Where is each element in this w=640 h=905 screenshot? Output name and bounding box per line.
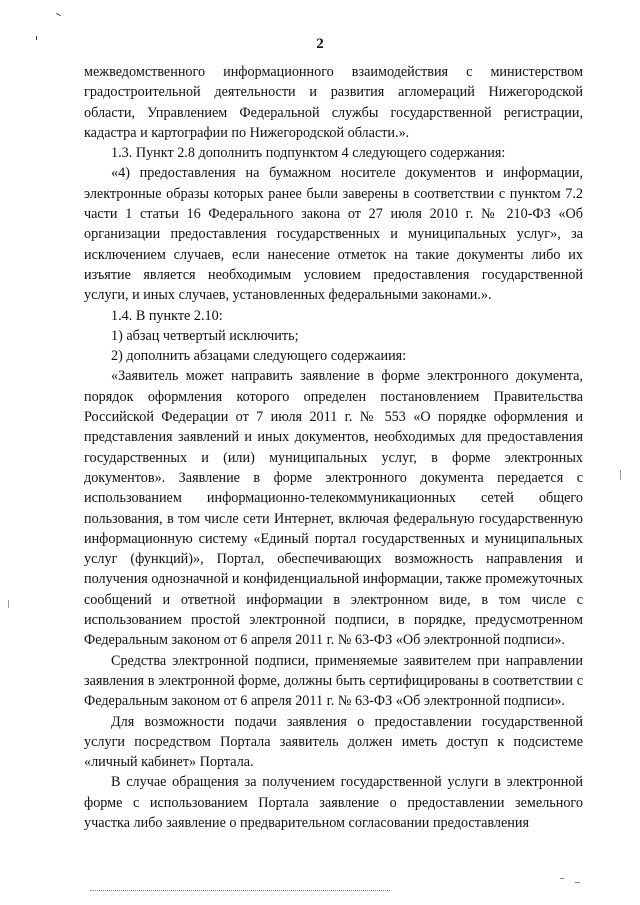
scan-mark — [56, 13, 61, 16]
document-body — [84, 62, 583, 833]
paragraph-5: 1) абзац четвертый исключить; — [111, 327, 299, 344]
paragraph-9: Для возможности подачи заявления о предоставлении государственной услуги посредством Портала заявитель должен иметь доступ к подсистеме «личный кабинет» Портала. — [84, 713, 583, 771]
paragraph-4: 1.4. В пункте 2.10: — [111, 307, 223, 324]
scan-mark — [36, 36, 37, 40]
paragraph-7: «Заявитель может направить заявление в форме электронного документа, порядок оформления которого определен постановлением Правительства Российской Федерации от 7 июля 2011 г. № 553 «О порядке оформления и представления заявлений и иных документов, необходимых для предоставления государственных и (или) муниципальных услуг, в форме электронных документов». Заявление в форме электронного документа передается с использованием информационно-телекоммуникационных сетей общего пользования, в том числе сети Интернет, включая федеральную государственную информационную систему «Единый портал государственных и муниципальных услуг (функций)», Портал, обеспечивающих возможность направления и получения однозначной и конфиденциальной информации, также промежуточных сообщений и ответной информации в электронном виде, в том числе с использованием простой электронной подписи, в порядке, предусмотренном Федеральным законом от 6 апреля 2011 г. № 63-ФЗ «Об электронной подписи». — [84, 368, 583, 649]
paragraph-1: межведомственного информационного взаимодействия с министерством градостроительной деятельности и развития агломераций Нижегородской области, Управлением Федеральной службы государственной регистрации, кадастра и картографии по Нижегородской области.». — [84, 64, 583, 141]
scan-mark — [560, 878, 564, 879]
paragraph-3: «4) предоставления на бумажном носителе документов и информации, электронные образы которых ранее были заверены в соответствии с пунктом 7.2 части 1 статьи 16 Федерального закона от 27 июля 2010 г. № 210-ФЗ «Об организации предоставления государственных и муниципальных услуг», за исключением случаев, если нанесение отметок на такие документы либо их изъятие является необходимым условием предоставления государственной услуги, и иных случаев, установленных федеральными законами.». — [84, 165, 583, 304]
scan-mark — [620, 470, 621, 480]
paragraph-10: В случае обращения за получением государственной услуги в электронной форме с использованием Портала заявление о предоставлении земельного участка либо заявление о предварительном согласовании предоставления — [84, 774, 583, 831]
scan-mark — [8, 600, 9, 608]
paragraph-8: Средства электронной подписи, применяемые заявителем при направлении заявления в электронной форме, должны быть сертифицированы в соответствии с Федеральным законом от 6 апреля 2011 г. № 63-ФЗ «Об электронной подписи». — [84, 652, 583, 710]
paragraph-2: 1.3. Пункт 2.8 дополнить подпунктом 4 следующего содержания: — [111, 145, 506, 162]
scan-mark — [575, 882, 580, 883]
footer-scan-line — [90, 889, 390, 891]
paragraph-6: 2) дополнить абзацами следующего содержаиия: — [111, 348, 407, 365]
page-number: 2 — [316, 36, 324, 52]
